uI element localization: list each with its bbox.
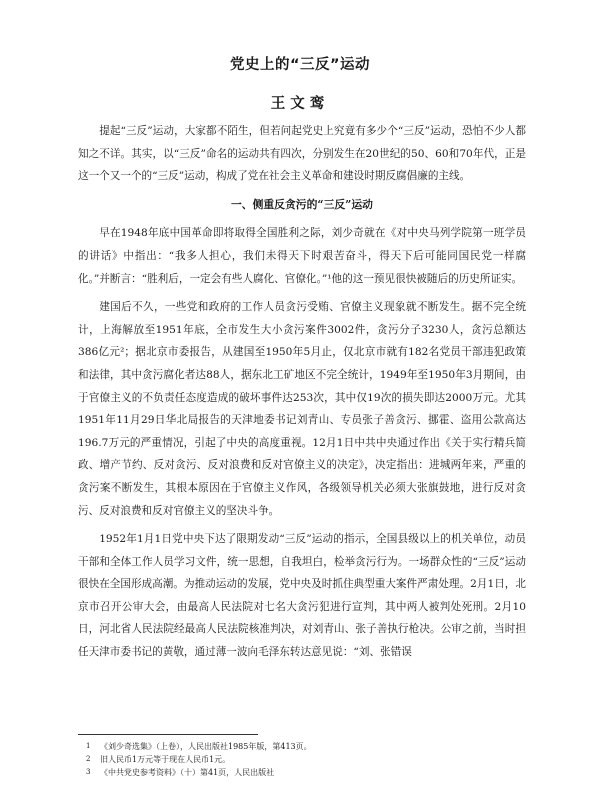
footnote-text: 旧人民币1万元等于现在人民币1元。	[100, 755, 231, 764]
footnote-divider	[78, 734, 258, 735]
body-paragraph: 早在1948年底中国革命即将取得全国胜利之际，刘少奇就在《对中央马列学院第一班学员的讲话》中指出：“我多人担心，我们未得天下时艰苦奋斗，得天下后可能同国民党一样腐化。”并断言：“胜利后，一定会有些人腐化、官僚化。”¹他的这一预见很快被随后的历史所证实。	[78, 227, 526, 285]
body-paragraph: 建国后不久，一些党和政府的工作人员贪污受贿、官僚主义现象就不断发生。据不完全统计，上海解放至1951年底，全市发生大小贪污案件3002件，贪污分子3230人，贪污总额达386亿元²；据北京市委报告，从建国至1950年5月止，仅北京市就有182名党员干部违犯政策和法律，其中贪污腐化者达88人，据东北工矿地区不完全统计，1949年至1950年3月期间，由于官僚主义的不负责任态度造成的破坏事件达253次，其中仅19次的损失即达2000万元。尤其1951年11月29日华北局报告的天津地委书记刘青山、专员张子善贪污、挪霍、盗用公款高达196.7万元的严重情况，引起了中央的高度重视。12月1日中共中央通过作出《关于实行精兵简政、增产节约、反对贪污、反对浪费和反对官僚主义的决定》，决定指出：进城两年来，严重的贪污案不断发生，其根本原因在于官僚主义作风，各级领导机关必须大张旗鼓地，进行反对贪污、反对浪费和反对官僚主义的坚决斗争。	[78, 301, 526, 517]
footnote-text: 《中共党史参考资料》（十）第41页，人民出版社	[100, 768, 275, 777]
footnote-mark: 2	[86, 755, 91, 763]
footnote-mark: 3	[86, 768, 91, 776]
footnote	[86, 753, 526, 766]
footnote-text: 《刘少奇选集》（上卷），人民出版社1985年版，第413页。	[100, 742, 312, 751]
body-paragraph: 1952年1月1日党中央下达了限期发动“三反”运动的指示，全国县级以上的机关单位，动员干部和全体工作人员学习文件，统一思想，自我坦白，检举贪污行为。一场群众性的“三反”运动很快在全国形成高潮。为推动运动的发展，党中央及时抓住典型重大案件严肃处理。2月1日，北京市召开公审大会，由最高人民法院对七名大贪污犯进行宣判，其中两人被判处死刑。2月10日，河北省人民法院经最高人民法院核准判决，对刘青山、张子善执行枪决。公审之前，当时担任天津市委书记的黄敬，通过薄一波向毛泽东转达意见说：“刘、张错误	[78, 533, 526, 659]
article-author: 王文鸾	[270, 95, 330, 112]
footnote	[86, 740, 526, 753]
section-heading: 一、侧重反贪污的“三反”运动	[231, 197, 373, 211]
article-body	[78, 120, 526, 664]
article-title: 党史上的“三反”运动	[229, 57, 371, 73]
footnote	[86, 766, 526, 779]
intro-paragraph: 提起“三反”运动，大家都不陌生，但若问起党史上究竟有多少个“三反”运动，恐怕不少人都知之不详。其实，以“三反”命名的运动共有四次，分别发生在20世纪的50、60和70年代，正是这一个又一个的“三反”运动，构成了党在社会主义革命和建设时期反腐倡廉的主线。	[78, 125, 526, 183]
footnote-mark: 1	[86, 742, 91, 750]
footnotes	[86, 740, 526, 779]
